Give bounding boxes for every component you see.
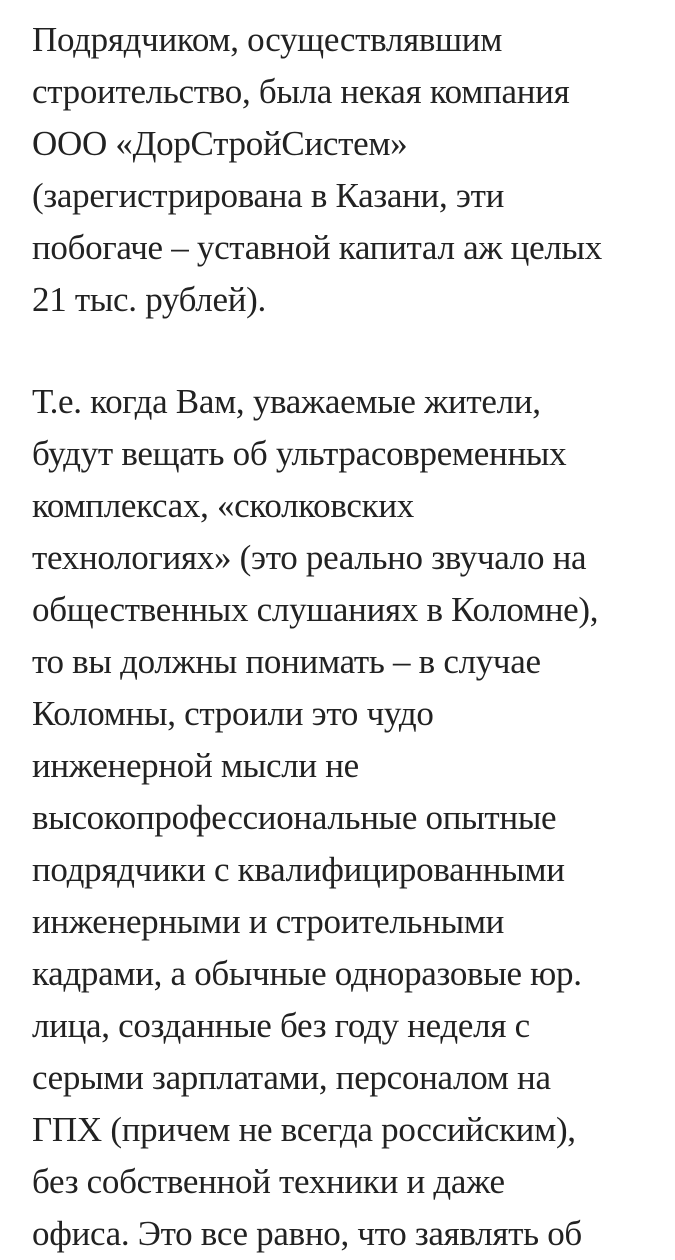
text-line: строительство, была некая компания xyxy=(32,72,570,111)
text-line: побогаче – уставной капитал аж целых xyxy=(32,228,602,267)
text-line: подрядчики с квалифицированными xyxy=(32,850,565,889)
text-line: общественных слушаниях в Коломне), xyxy=(32,590,599,629)
text-line: офиса. Это все равно, что заявлять об xyxy=(32,1214,582,1253)
paragraph-residents xyxy=(32,376,672,1260)
paragraph-contractor xyxy=(32,14,672,326)
text-line: инженерной мысли не xyxy=(32,746,359,785)
text-line: высокопрофессиональные опытные xyxy=(32,798,557,837)
text-line: комплексах, «сколковских xyxy=(32,486,414,525)
text-line: лица, созданные без году неделя с xyxy=(32,1006,530,1045)
text-line: технологиях» (это реально звучало на xyxy=(32,538,587,577)
text-line: 21 тыс. рублей). xyxy=(32,280,266,319)
text-line: то вы должны понимать – в случае xyxy=(32,642,541,681)
text-line: ГПХ (причем не всегда российским), xyxy=(32,1110,576,1149)
text-line: Подрядчиком, осуществлявшим xyxy=(32,20,503,59)
text-line: ООО «ДорСтройСистем» xyxy=(32,124,408,163)
text-line: будут вещать об ультрасовременных xyxy=(32,434,567,473)
text-line: Т.е. когда Вам, уважаемые жители, xyxy=(32,382,541,421)
text-line: кадрами, а обычные одноразовые юр. xyxy=(32,954,582,993)
text-line: инженерными и строительными xyxy=(32,902,505,941)
text-line: (зарегистрирована в Казани, эти xyxy=(32,176,505,215)
text-line: без собственной техники и даже xyxy=(32,1162,505,1201)
text-line: серыми зарплатами, персоналом на xyxy=(32,1058,551,1097)
text-line: Коломны, строили это чудо xyxy=(32,694,434,733)
article-body xyxy=(32,14,672,1260)
